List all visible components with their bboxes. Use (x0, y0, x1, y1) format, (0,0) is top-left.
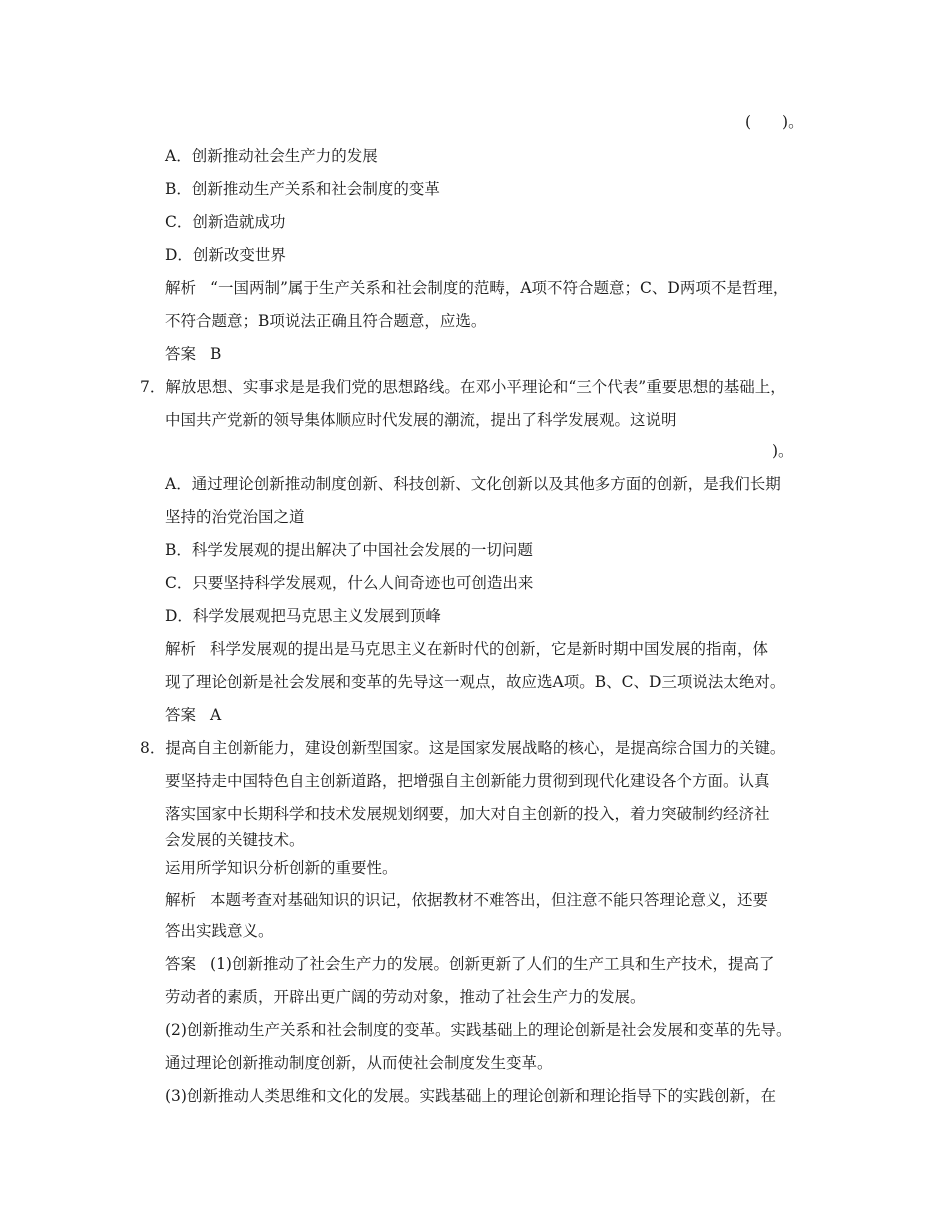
question-text: 提高自主创新能力，建设创新型国家。这是国家发展战略的核心，是提高综合国力的关键。 (165, 739, 786, 757)
q8-answer (165, 954, 774, 974)
answer-bracket: ( )。 (745, 113, 804, 131)
q8-question: 运用所学知识分析创新的重要性。 (165, 859, 398, 877)
answer-label: 答案 (165, 955, 197, 973)
question-number: 7． (140, 378, 166, 396)
q8-answer-line-2: 劳动者的素质，开辟出更广阔的劳动对象，推动了社会生产力的发展。 (165, 988, 646, 1006)
q7-option-a: A．通过理论创新推动制度创新、科技创新、文化创新以及其他多方面的创新，是我们长期 (165, 475, 781, 493)
analysis-text: “一国两制”属于生产关系和社会制度的范畴，A项不符合题意；C、D两项不是哲理， (210, 279, 789, 297)
analysis-text: 本题考查对基础知识的识记，依据教材不难答出，但注意不能只答理论意义，还要 (210, 891, 769, 909)
answer-value: A (210, 706, 222, 724)
q8-answer-line-3: (2)创新推动生产关系和社会制度的变革。实践基础上的理论创新是社会发展和变革的先导。 (165, 1021, 792, 1039)
q6-option-c: C．创新造就成功 (165, 213, 286, 231)
q8-stem-cont-1: 要坚持走中国特色自主创新道路，把增强自主创新能力贯彻到现代化建设各个方面。认真 (165, 772, 770, 790)
answer-label: 答案 (165, 345, 197, 363)
q6-option-a: A．创新推动社会生产力的发展 (165, 147, 378, 165)
q7-stem (140, 377, 786, 397)
analysis-label: 解析 (165, 891, 197, 909)
q8-stem (140, 738, 785, 758)
q7-option-b: B．科学发展观的提出解决了中国社会发展的一切问题 (165, 541, 533, 559)
q8-answer-line-4: 通过理论创新推动制度创新，从而使社会制度发生变革。 (165, 1054, 553, 1072)
answer-value: B (210, 345, 222, 363)
question-number: 8． (140, 739, 166, 757)
q7-bracket: )。 (772, 442, 794, 460)
q8-stem-cont-3: 会发展的关键技术。 (165, 831, 305, 849)
answer-text: (1)创新推动了社会生产力的发展。创新更新了人们的生产工具和生产技术，提高了 (210, 955, 775, 973)
q6-analysis-cont: 不符合题意；B项说法正确且符合题意，应选。 (165, 312, 487, 330)
q7-option-c: C．只要坚持科学发展观，什么人间奇迹也可创造出来 (165, 574, 534, 592)
q8-analysis-cont: 答出实践意义。 (165, 922, 274, 940)
q7-option-a-cont: 坚持的治党治国之道 (165, 508, 305, 526)
q7-analysis-cont: 现了理论创新是社会发展和变革的先导这一观点，故应选A项。B、C、D三项说法太绝对。 (165, 673, 786, 691)
q6-analysis (165, 278, 788, 298)
q6-answer (165, 344, 221, 364)
q8-analysis (165, 890, 768, 910)
question-text: 解放思想、实事求是是我们党的思想路线。在邓小平理论和“三个代表”重要思想的基础上， (165, 378, 786, 396)
q8-stem-cont-2: 落实国家中长期科学和技术发展规划纲要，加大对自主创新的投入，着力突破制约经济社 (165, 805, 770, 823)
q6-option-d: D．创新改变世界 (165, 246, 286, 264)
q7-option-d: D．科学发展观把马克思主义发展到顶峰 (165, 607, 441, 625)
analysis-label: 解析 (165, 640, 197, 658)
q7-stem-cont: 中国共产党新的领导集体顺应时代发展的潮流，提出了科学发展观。这说明 (165, 411, 677, 429)
analysis-label: 解析 (165, 279, 197, 297)
q8-answer-line-5: (3)创新推动人类思维和文化的发展。实践基础上的理论创新和理论指导下的实践创新，在 (165, 1087, 776, 1105)
q7-answer (165, 705, 221, 725)
analysis-text: 科学发展观的提出是马克思主义在新时代的创新，它是新时期中国发展的指南，体 (210, 640, 769, 658)
q7-analysis (165, 639, 768, 659)
q6-option-b: B．创新推动生产关系和社会制度的变革 (165, 180, 440, 198)
answer-label: 答案 (165, 706, 197, 724)
